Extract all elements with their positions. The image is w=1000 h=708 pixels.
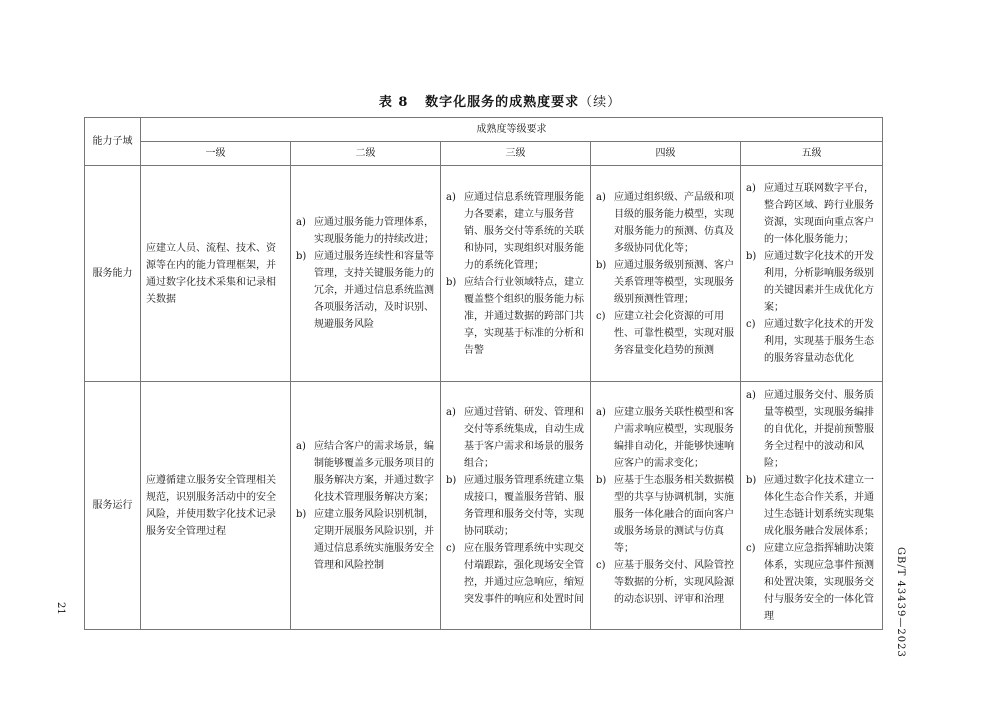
item-text: 应基于服务交付、风险管控等数据的分析，实现风险源的动态识别、评审和治理 [614,559,734,605]
row-domain: 服务运行 [85,382,141,630]
item-text: 应通过数字化技术的开发利用，分析影响服务级别的关键因素并生成优化方案； [764,251,874,313]
item-text: 应结合客户的需求场景，编制能够覆盖多元服务项目的服务解决方案，并通过数字化技术管理服务解决方案； [314,440,434,503]
list-item [296,506,435,574]
header-level-1: 一级 [141,142,291,166]
cell-level-1: 应建立人员、流程、技术、资源等在内的能力管理框架，并通过数字化技术采集和记录相关数据 [141,166,291,382]
table-title-label: 表 8 [378,95,409,110]
item-text: 应通过数字化技术的开发利用，实现基于服务生态的服务容量动态优化 [764,319,874,364]
item-marker: a) [596,406,606,418]
list-item [446,472,585,540]
item-text: 应在服务管理系统中实现交付端跟踪，强化现场安全管控，并通过应急响应，缩短突发事件的响应和处置时间 [464,542,584,605]
list-item [596,308,735,359]
table-title [0,91,1000,110]
item-text: 应通过信息系统管理服务能力各要素，建立与服务营销、服务交付等系统的关联和协同，实现组织对服务能力的系统化管理； [464,191,584,271]
cell-level-5 [741,166,883,382]
cell-level-5 [741,382,883,630]
item-marker: b) [746,474,757,486]
item-text: 应通过服务交付、服务质量等模型，实现服务编排的自优化，并提前预警服务全过程中的波动和风险； [764,389,874,469]
list-item [746,248,877,316]
item-text: 应通过服务管理系统建立集成接口，覆盖服务营销、服务管理和服务交付等，实现协同联动； [464,474,584,537]
item-text: 应建立服务关联性模型和客户需求响应模型，实现服务编排自动化，并能够快速响应客户的需求变化； [614,406,734,469]
item-text: 应通过互联网数字平台，整合跨区域、跨行业服务资源，实现面向重点客户的一体化服务能力； [764,183,874,245]
item-text: 应通过服务级别预测、客户关系管理等模型，实现服务级别预测性管理； [614,259,734,305]
list-item [596,257,735,308]
item-text: 应通过服务连续性和容量等管理，支持关键服务能力的冗余，并通过信息系统监测各项服务活动，及时识别、规避服务风险 [314,251,434,330]
item-marker: a) [596,191,606,203]
item-marker: c) [746,319,756,330]
list-item [296,248,435,333]
header-domain: 能力子域 [85,118,141,166]
item-marker: b) [296,251,307,262]
list-item [746,180,877,248]
list-item [746,316,877,367]
list-item [746,387,877,472]
item-marker: a) [446,191,456,203]
item-marker: b) [296,508,307,520]
item-text: 应建立应急指挥辅助决策体系，实现应急事件预测和处置决策，实现服务交付与服务安全的一体化管理 [764,542,874,622]
cell-level-2 [291,382,441,630]
list-item [596,189,735,257]
item-text: 应通过营销、研发、管理和交付等系统集成，自动生成基于客户需求和场景的服务组合； [464,406,584,469]
cell-level-4 [591,382,741,630]
header-group: 成熟度等级要求 [141,118,883,142]
list-item [296,214,435,248]
table-row [85,166,883,382]
page-number: 21 [55,602,66,615]
header-row-2 [85,142,883,166]
list-item [446,404,585,472]
item-marker: b) [746,251,757,262]
cell-level-3 [441,166,591,382]
item-text: 应通过服务能力管理体系，实现服务能力的持续改进； [314,217,434,245]
table-title-text: 数字化服务的成熟度要求 [425,95,580,110]
list-item [296,438,435,506]
cell-level-2 [291,166,441,382]
item-marker: a) [296,440,306,452]
item-text: 应通过组织级、产品级和项目级的服务能力模型，实现对服务能力的预测、仿真及多级协同优化等； [614,191,734,254]
row-domain: 服务能力 [85,166,141,382]
header-level-4: 四级 [591,142,741,166]
item-marker: b) [446,474,457,486]
item-marker: a) [296,217,306,228]
list-item [596,557,735,608]
item-marker: a) [446,406,456,418]
item-marker: c) [596,559,606,571]
maturity-requirements-table [84,117,883,630]
item-marker: c) [746,542,756,554]
header-row-1 [85,118,883,142]
header-level-2: 二级 [291,142,441,166]
item-marker: a) [746,183,756,194]
list-item [446,274,585,359]
item-text: 应建立服务风险识别机制，定期开展服务风险识别，并通过信息系统实施服务安全管理和风险控制 [314,508,434,571]
list-item [746,540,877,625]
list-item [446,189,585,274]
item-marker: c) [596,310,606,322]
item-marker: b) [596,474,607,486]
table-row [85,382,883,630]
list-item [596,404,735,472]
item-text: 应通过数字化技术建立一体化生态合作关系，并通过生态链计划系统实现集成化服务融合发展体系； [764,474,874,537]
cell-level-4 [591,166,741,382]
item-marker: a) [746,389,756,401]
cell-level-1: 应遵循建立服务安全管理相关规范，识别服务活动中的安全风险，并使用数字化技术记录服务安全管理过程 [141,382,291,630]
item-text: 应基于生态服务相关数据模型的共享与协调机制，实施服务一体化融合的面向客户或服务场景的测试与仿真等； [614,474,734,554]
item-text: 应建立社会化资源的可用性、可靠性模型，实现对服务容量变化趋势的预测 [614,310,734,356]
header-level-3: 三级 [441,142,591,166]
table-title-continued: （续） [579,95,622,110]
item-marker: b) [596,259,607,271]
item-text: 应结合行业领域特点，建立覆盖整个组织的服务能力标准，并通过数据的跨部门共享，实现基于标准的分析和告警 [464,276,584,356]
list-item [446,540,585,608]
cell-level-3 [441,382,591,630]
item-marker: c) [446,542,456,554]
list-item [596,472,735,557]
list-item [746,472,877,540]
item-marker: b) [446,276,457,288]
standard-number: GB/T 43439—2023 [895,547,906,658]
header-level-5: 五级 [741,142,883,166]
